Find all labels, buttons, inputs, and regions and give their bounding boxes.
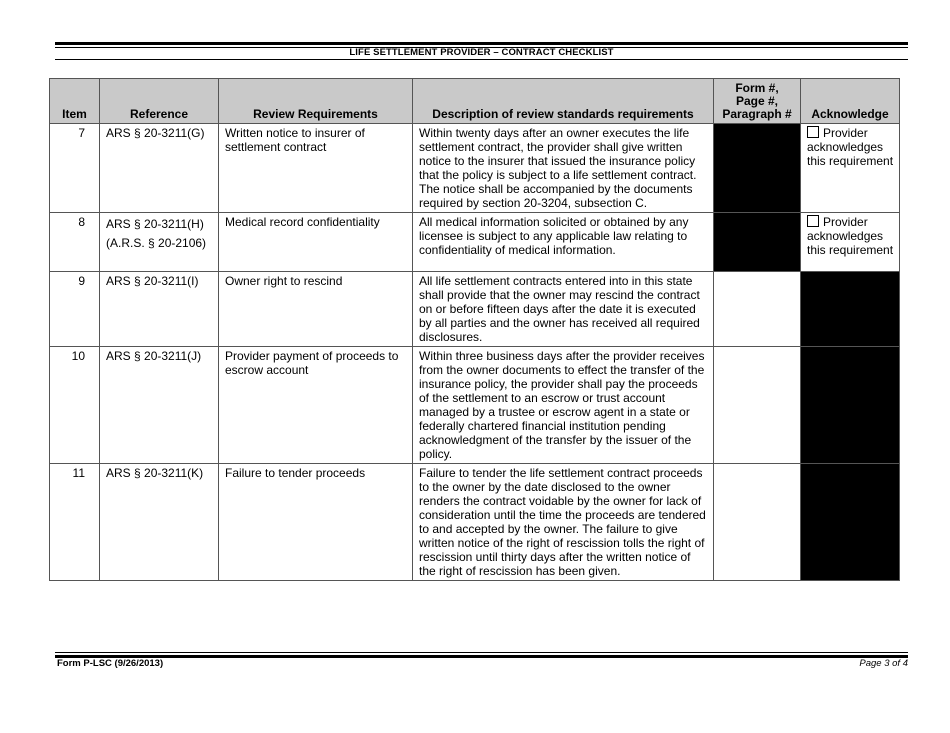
cell-description: All medical information solicited or obtained by any licensee is subject to any applicable law relating to confidentiality of medical information. <box>413 213 714 272</box>
checklist-table <box>49 78 900 581</box>
footer-rule-thick <box>55 655 908 658</box>
cell-review: Owner right to rescind <box>219 272 413 347</box>
cell-reference: ARS § 20-3211(K) <box>100 464 219 581</box>
col-header-form-line2: Page #, <box>735 94 779 108</box>
cell-reference: ARS § 20-3211(I) <box>100 272 219 347</box>
cell-reference: ARS § 20-3211(G) <box>100 124 219 213</box>
col-header-form-line1: Form #, <box>735 81 779 95</box>
cell-form[interactable] <box>714 464 801 581</box>
cell-review: Written notice to insurer of settlement contract <box>219 124 413 213</box>
table-row <box>50 272 900 347</box>
cell-acknowledge-redacted <box>801 464 900 581</box>
col-header-form-line3: Paragraph # <box>722 107 792 121</box>
cell-acknowledge-redacted <box>801 272 900 347</box>
cell-item: 8 <box>50 213 100 272</box>
form-number: Form P-LSC (9/26/2013) <box>57 658 164 669</box>
table-row <box>50 347 900 464</box>
cell-item: 7 <box>50 124 100 213</box>
cell-review: Medical record confidentiality <box>219 213 413 272</box>
col-header-form <box>714 79 801 124</box>
cell-form[interactable] <box>714 347 801 464</box>
table-row <box>50 213 900 272</box>
cell-description: Within twenty days after an owner executes the life settlement contract, the provider shall give written notice to the insurer that issued the insurance policy that the policy is subject to a life settlement contract. The notice shall be accompanied by the documents required by section 20-3204, subsection C. <box>413 124 714 213</box>
cell-form-redacted <box>714 213 801 272</box>
col-header-reference: Reference <box>100 79 219 124</box>
cell-form[interactable] <box>714 272 801 347</box>
cell-description: All life settlement contracts entered into in this state shall provide that the owner may rescind the contract on or before fifteen days after the date it is executed by all parties and the owner has received all required disclosures. <box>413 272 714 347</box>
header-rule-bottom <box>55 59 908 60</box>
cell-acknowledge-redacted <box>801 347 900 464</box>
acknowledge-checkbox[interactable] <box>807 126 819 138</box>
cell-review: Provider payment of proceeds to escrow account <box>219 347 413 464</box>
cell-reference: ARS § 20-3211(J) <box>100 347 219 464</box>
page-number: Page 3 of 4 <box>859 658 908 669</box>
col-header-description: Description of review standards requirements <box>413 79 714 124</box>
acknowledge-label: Provider acknowledges this requirement <box>807 215 894 257</box>
col-header-item: Item <box>50 79 100 124</box>
header-rule-thick <box>55 42 908 45</box>
footer-rule-thin <box>55 652 908 653</box>
col-header-acknowledge: Acknowledge <box>801 79 900 124</box>
table-row <box>50 124 900 213</box>
cell-acknowledge <box>801 213 900 272</box>
cell-reference-line2: (A.R.S. § 20-2106) <box>106 236 207 250</box>
cell-item: 10 <box>50 347 100 464</box>
cell-reference-line1: ARS § 20-3211(H) <box>106 217 204 231</box>
acknowledge-label: Provider acknowledges this requirement <box>807 126 894 168</box>
cell-review: Failure to tender proceeds <box>219 464 413 581</box>
cell-description: Failure to tender the life settlement contract proceeds to the owner by the date disclosed to the owner renders the contract voidable by the owner for lack of consideration until the time the proceeds are tendered to and accepted by the owner. The failure to give written notice of the right of rescission tolls the right of rescission until thirty days after the written notice of the right of rescission has been given. <box>413 464 714 581</box>
col-header-review: Review Requirements <box>219 79 413 124</box>
acknowledge-checkbox[interactable] <box>807 215 819 227</box>
page-title: LIFE SETTLEMENT PROVIDER – CONTRACT CHECKLIST <box>349 47 614 58</box>
cell-item: 9 <box>50 272 100 347</box>
cell-form-redacted <box>714 124 801 213</box>
cell-reference <box>100 213 219 272</box>
cell-description: Within three business days after the provider receives from the owner documents to effect the transfer of the insurance policy, the provider shall pay the proceeds of the settlement to an escrow or trust account managed by a trustee or escrow agent in a state or federally chartered financial institution pending acknowledgment of the transfer by the issuer of the policy. <box>413 347 714 464</box>
cell-acknowledge <box>801 124 900 213</box>
table-row <box>50 464 900 581</box>
cell-item: 11 <box>50 464 100 581</box>
